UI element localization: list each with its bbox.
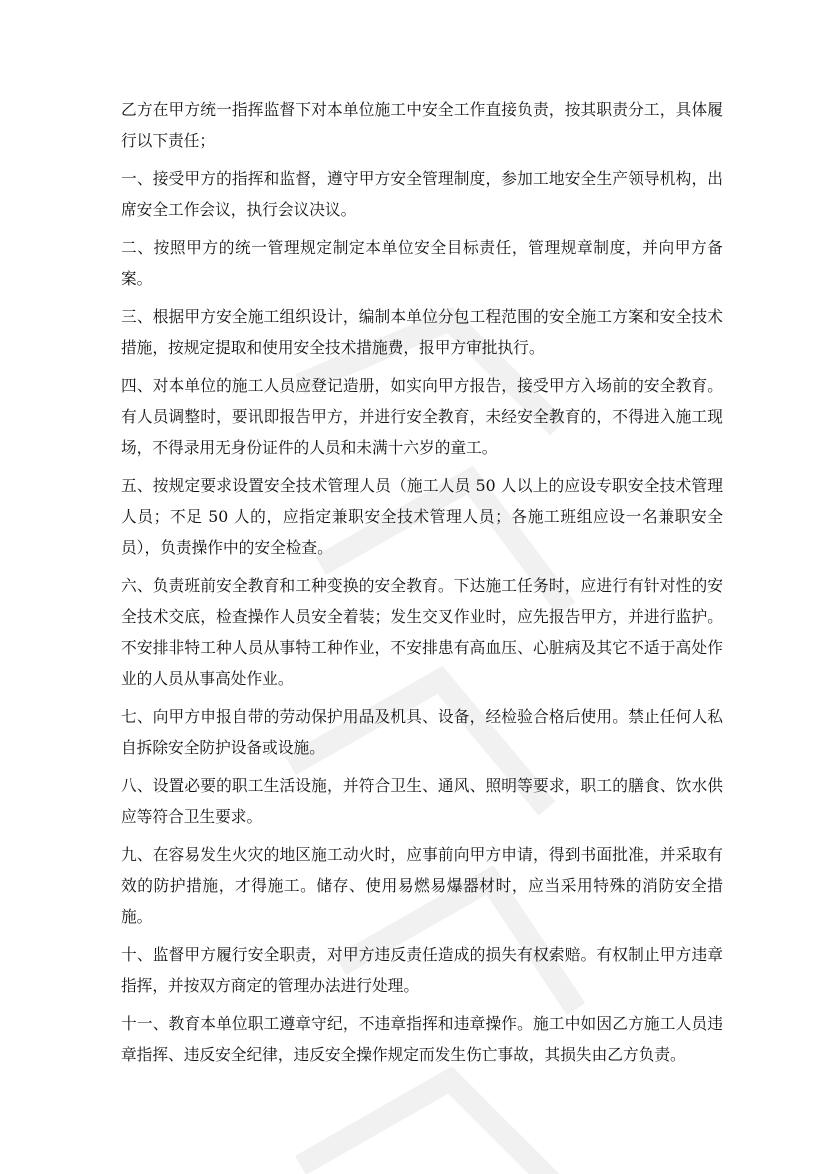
paragraph-item-9: 九、在容易发生火灾的地区施工动火时，应事前向甲方申请，得到书面批准，并采取有效的防护措施，才得施工。储存、使用易燃易爆器材时，应当采用特殊的消防安全措施。 — [121, 845, 723, 926]
paragraph-item-10: 十、监督甲方履行安全职责，对甲方违反责任造成的损失有权索赔。有权制止甲方违章指挥，并按双方商定的管理办法进行处理。 — [121, 945, 723, 995]
paragraph-intro: 乙方在甲方统一指挥监督下对本单位施工中安全工作直接负责，按其职责分工，具体履行以下责任； — [121, 100, 723, 150]
paragraph-item-7: 七、向甲方申报自带的劳动保护用品及机具、设备，经检验合格后使用。禁止任何人私自拆除安全防护设备或设施。 — [121, 707, 723, 757]
document-body — [121, 94, 723, 1077]
paragraph-item-1: 一、接受甲方的指挥和监督，遵守甲方安全管理制度，参加工地安全生产领导机构，出席安全工作会议，执行会议决议。 — [121, 169, 723, 219]
paragraph-item-11: 十一、教育本单位职工遵章守纪，不违章指挥和违章操作。施工中如因乙方施工人员违章指挥、违反安全纪律，违反安全操作规定而发生伤亡事故，其损失由乙方负责。 — [121, 1014, 723, 1064]
paragraph-item-5: 五、按规定要求设置安全技术管理人员（施工人员 50 人以上的应设专职安全技术管理人员；不足 50 人的，应指定兼职安全技术管理人员；各施工班组应设一名兼职安全员），负责操作中的安全检查。 — [121, 476, 723, 557]
paragraph-item-4: 四、对本单位的施工人员应登记造册，如实向甲方报告，接受甲方入场前的安全教育。有人员调整时，要讯即报告甲方，并进行安全教育，未经安全教育的，不得进入施工现场，不得录用无身份证件的人员和未满十六岁的童工。 — [121, 376, 723, 457]
paragraph-item-3: 三、根据甲方安全施工组织设计，编制本单位分包工程范围的安全施工方案和安全技术措施，按规定提取和使用安全技术措施费，报甲方审批执行。 — [121, 307, 723, 357]
paragraph-item-6: 六、负责班前安全教育和工种变换的安全教育。下达施工任务时，应进行有针对性的安全技术交底，检查操作人员安全着装；发生交叉作业时，应先报告甲方，并进行监护。不安排非特工种人员从事特工种作业，不安排患有高血压、心脏病及其它不适于高处作业的人员从事高处作业。 — [121, 576, 723, 688]
paragraph-item-8: 八、设置必要的职工生活设施，并符合卫生、通风、照明等要求，职工的膳食、饮水供应等符合卫生要求。 — [121, 776, 723, 826]
paragraph-item-2: 二、按照甲方的统一管理规定制定本单位安全目标责任，管理规章制度，并向甲方备案。 — [121, 238, 723, 288]
